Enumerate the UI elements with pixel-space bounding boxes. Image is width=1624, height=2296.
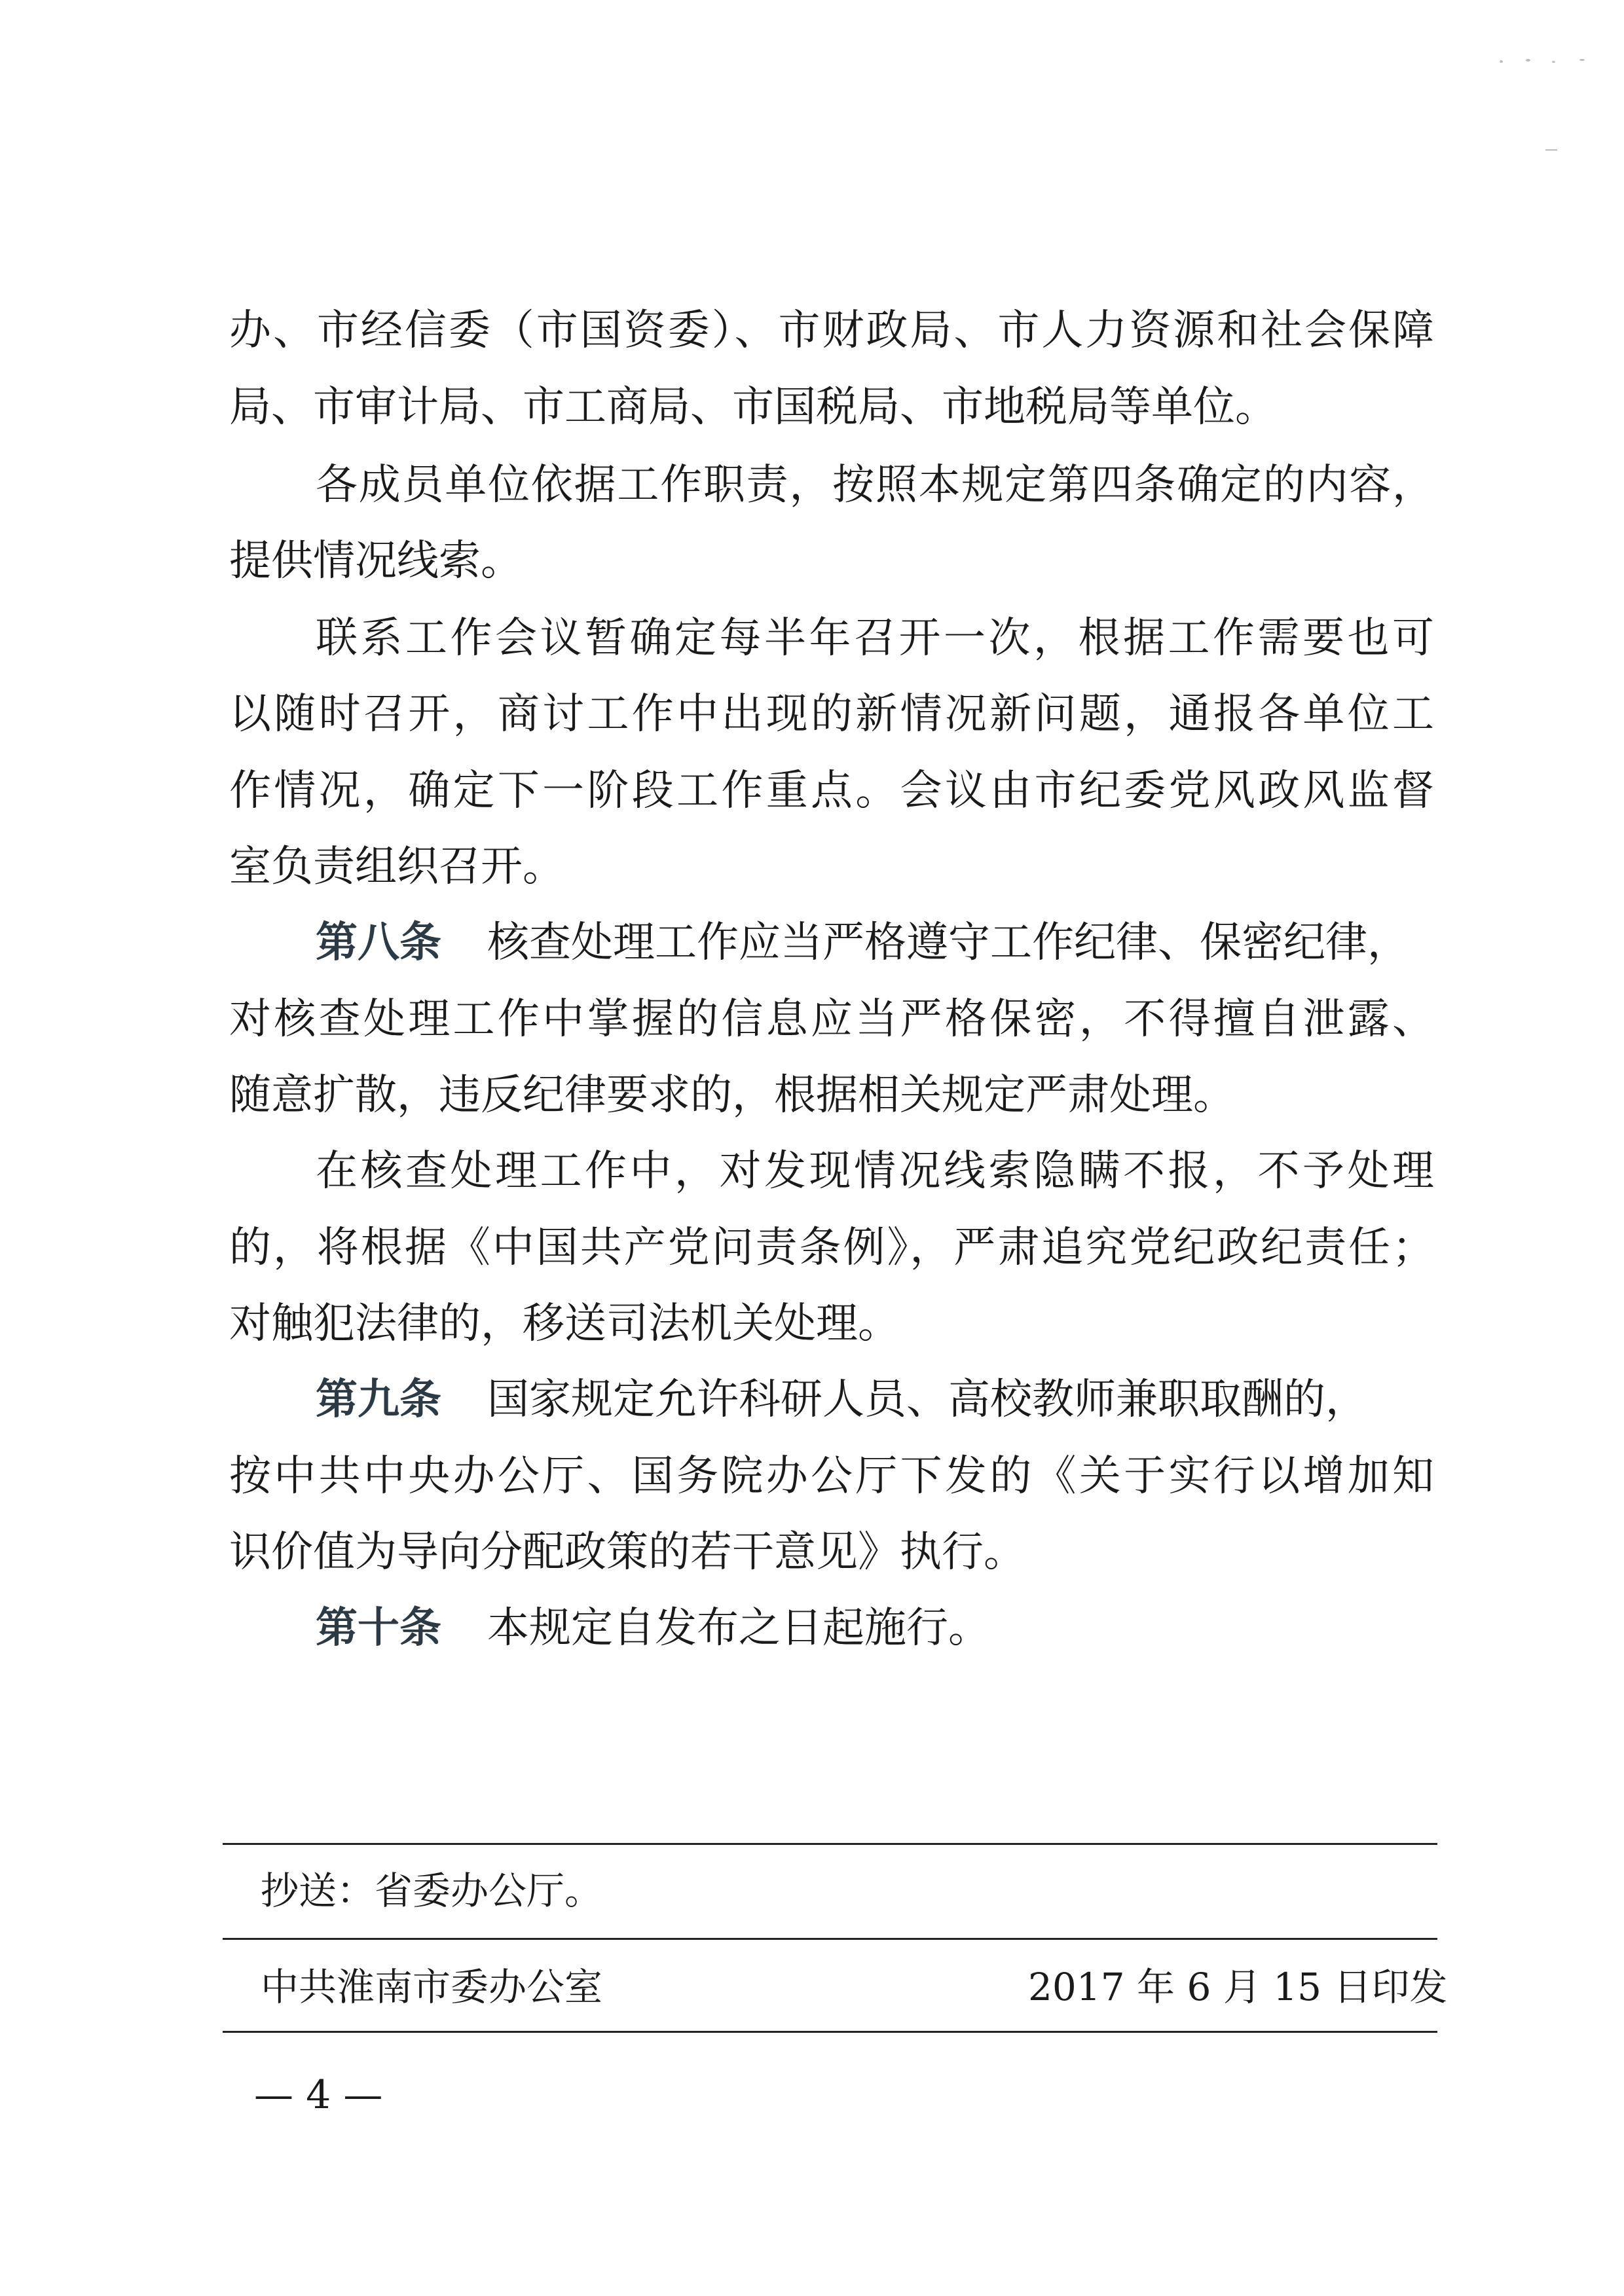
body-line: 以随时召开，商讨工作中出现的新情况新问题，通报各单位工 — [229, 690, 1434, 738]
issue-date: 2017 年 6 月 15 日印发 — [1028, 1965, 1448, 2009]
body-line: 对核查处理工作中掌握的信息应当严格保密，不得擅自泄露、 — [229, 995, 1434, 1044]
scan-speck — [1579, 59, 1585, 61]
page-number: — 4 — — [254, 2072, 383, 2118]
scan-speck — [1500, 60, 1503, 63]
footer-rule-top — [223, 1843, 1437, 1845]
body-text: 核查处理工作应当严格遵守工作纪律、保密纪律， — [487, 919, 1409, 967]
article-8-heading: 第八条 — [316, 918, 441, 967]
footer-rule-bottom — [223, 2031, 1437, 2033]
body-line: 作情况，确定下一阶段工作重点。会议由市纪委党风政风监督 — [229, 767, 1434, 815]
article-10-line — [316, 1589, 1434, 1667]
body-line: 各成员单位依据工作职责，按照本规定第四条确定的内容， — [316, 461, 1434, 509]
body-line: 的，将根据《中国共产党问责条例》，严肃追究党纪政纪责任； — [229, 1224, 1434, 1272]
article-8-first-line — [316, 903, 1434, 982]
article-9-first-line — [316, 1360, 1434, 1439]
body-line: 按中共中央办公厅、国务院办公厅下发的《关于实行以增加知 — [229, 1452, 1434, 1501]
body-line: 办、市经信委（市国资委）、市财政局、市人力资源和社会保障 — [229, 306, 1434, 355]
footer-rule-middle — [223, 1938, 1437, 1940]
body-line: 对触犯法律的，移送司法机关处理。 — [229, 1300, 900, 1348]
scan-speck — [1545, 149, 1557, 151]
article-10-heading: 第十条 — [316, 1603, 441, 1652]
body-line: 局、市审计局、市工商局、市国税局、市地税局等单位。 — [229, 383, 1277, 431]
scan-speck — [1526, 59, 1530, 62]
body-line: 联系工作会议暂确定每半年召开一次，根据工作需要也可 — [316, 614, 1434, 663]
body-line: 识价值为导向分配政策的若干意见》执行。 — [229, 1528, 1025, 1576]
body-line: 在核查处理工作中，对发现情况线索隐瞒不报，不予处理 — [316, 1147, 1434, 1195]
scan-speck — [1552, 61, 1555, 63]
body-text: 国家规定允许科研人员、高校教师兼职取酬的， — [487, 1376, 1367, 1424]
body-line: 提供情况线索。 — [229, 537, 523, 585]
body-line: 随意扩散，违反纪律要求的，根据相关规定严肃处理。 — [229, 1071, 1235, 1120]
article-9-heading: 第九条 — [316, 1375, 441, 1424]
body-text: 本规定自发布之日起施行。 — [487, 1604, 990, 1652]
issuer: 中共淮南市委办公室 — [261, 1965, 603, 2009]
body-line: 室负责组织召开。 — [229, 843, 564, 891]
cc-line: 抄送：省委办公厅。 — [261, 1868, 603, 1913]
